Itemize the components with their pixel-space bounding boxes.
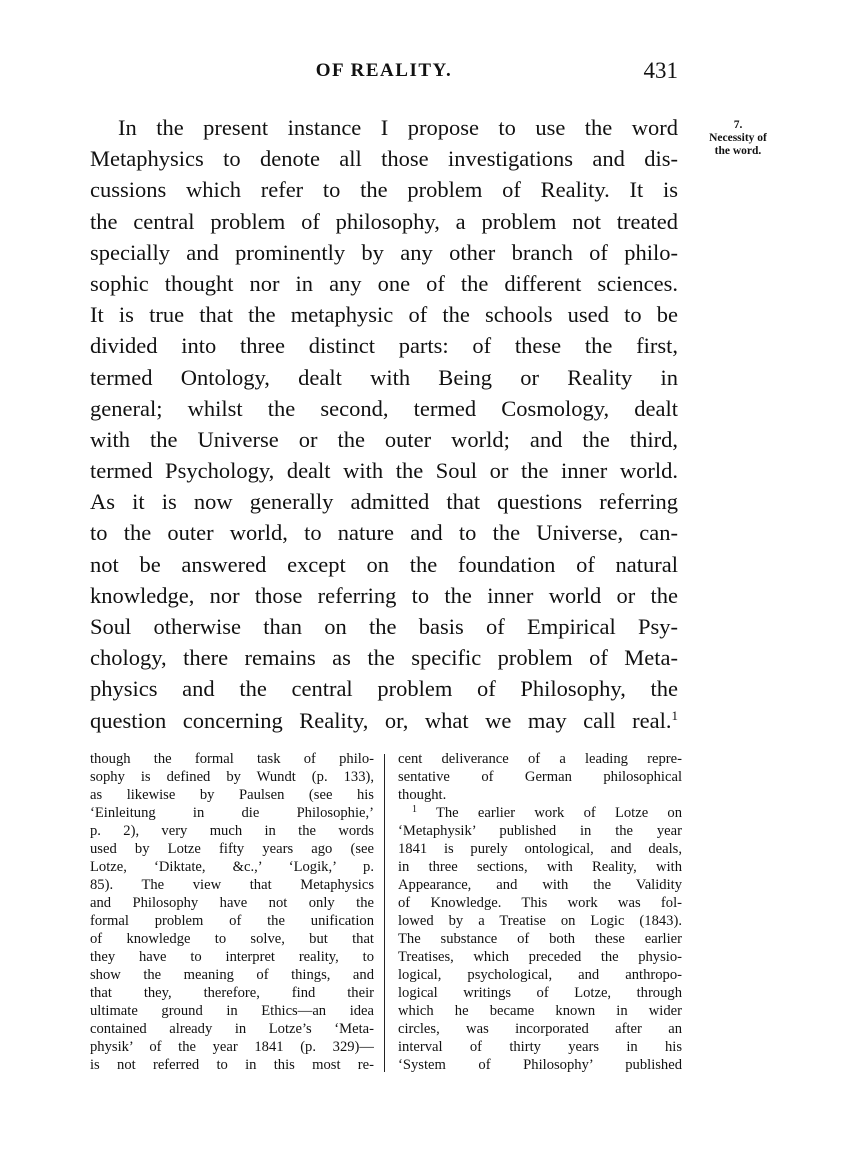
footnote-line: which he became known in wider bbox=[398, 1003, 682, 1019]
text-line: divided into three distinct parts: of these the first, bbox=[90, 333, 678, 359]
footnote-line: as likewise by Paulsen (see his bbox=[90, 787, 374, 803]
footnote-line: 85). The view that Metaphysics bbox=[90, 877, 374, 893]
footnote-marker: 1 bbox=[412, 804, 417, 815]
text-line-content: question concerning Reality, or, what we may call real. bbox=[90, 707, 672, 733]
footnote-line: is not referred to in this most re- bbox=[90, 1057, 374, 1073]
footnote-reference: 1 bbox=[671, 707, 678, 723]
footnote-line: sophy is defined by Wundt (p. 133), bbox=[90, 769, 374, 785]
running-title: OF REALITY. bbox=[315, 60, 453, 81]
footnote-column-right bbox=[398, 750, 682, 1074]
column-divider bbox=[384, 754, 385, 1072]
footnote-line: logical writings of Lotze, through bbox=[398, 985, 682, 1001]
text-line: Soul otherwise than on the basis of Empirical Psy- bbox=[90, 614, 678, 639]
footnote-line: contained already in Lotze’s ‘Meta- bbox=[90, 1021, 374, 1037]
footnote-line: ‘System of Philosophy’ published bbox=[398, 1057, 682, 1073]
footnote-1-start bbox=[398, 804, 682, 822]
footnote-line: and Philosophy have not only the bbox=[90, 895, 374, 911]
marginal-note-line: Necessity of bbox=[709, 132, 767, 144]
footnote-line: in three sections, with Reality, with bbox=[398, 859, 682, 875]
text-line: with the Universe or the outer world; and the third, bbox=[90, 426, 678, 452]
text-line: As it is now generally admitted that questions referring bbox=[90, 489, 678, 515]
text-line: physics and the central problem of Philosophy, the bbox=[90, 676, 678, 702]
footnote-line: logical, psychological, and anthropo- bbox=[398, 967, 682, 983]
footnote-line-content: The earlier work of Lotze on bbox=[435, 805, 682, 821]
text-line-last bbox=[90, 705, 678, 736]
footnote-line: Treatises, which preceded the physio- bbox=[398, 949, 682, 965]
footnote-line: of Knowledge. This work was fol- bbox=[398, 895, 682, 911]
text-line: sophic thought nor in any one of the different sciences. bbox=[90, 270, 678, 296]
text-line: the central problem of philosophy, a problem not treated bbox=[90, 208, 678, 234]
footnote-line: interval of thirty years in his bbox=[398, 1039, 682, 1055]
footnote-line: cent deliverance of a leading repre- bbox=[398, 751, 682, 767]
footnotes bbox=[90, 750, 680, 1080]
footnote-line: that they, therefore, find their bbox=[90, 985, 374, 1001]
footnote-line: Appearance, and with the Validity bbox=[398, 877, 682, 893]
marginal-note-line: 7. bbox=[733, 119, 743, 131]
footnote-line: circles, was incorporated after an bbox=[398, 1021, 682, 1037]
text-line: to the outer world, to nature and to the Universe, can- bbox=[90, 520, 678, 546]
text-line: chology, there remains as the specific problem of Meta- bbox=[90, 645, 678, 671]
footnote-line: ‘Metaphysik’ published in the year bbox=[398, 823, 682, 839]
footnote-line: physik’ of the year 1841 (p. 329)— bbox=[90, 1039, 374, 1055]
footnote-line: p. 2), very much in the words bbox=[90, 823, 374, 839]
footnote-line: of knowledge to solve, but that bbox=[90, 931, 374, 947]
page-number: 431 bbox=[643, 58, 678, 83]
footnote-line: sentative of German philosophical bbox=[398, 769, 682, 785]
footnote-line: used by Lotze fifty years ago (see bbox=[90, 841, 374, 857]
text-line: specially and prominently by any other branch of philo- bbox=[90, 239, 678, 265]
text-line: general; whilst the second, termed Cosmology, dealt bbox=[90, 395, 678, 421]
marginal-note bbox=[688, 119, 788, 158]
footnote-line: lowed by a Treatise on Logic (1843). bbox=[398, 913, 682, 929]
text-line: termed Psychology, dealt with the Soul or the inner world. bbox=[90, 458, 678, 484]
text-line: not be answered except on the foundation of natural bbox=[90, 551, 678, 577]
running-head bbox=[90, 60, 678, 90]
footnote-line: formal problem of the unification bbox=[90, 913, 374, 929]
text-line: termed Ontology, dealt with Being or Reality in bbox=[90, 364, 678, 390]
text-line: Metaphysics to denote all those investigations and dis- bbox=[90, 146, 678, 172]
footnote-line: Lotze, ‘Diktate, &c.,’ ‘Logik,’ p. bbox=[90, 859, 374, 875]
footnote-column-left bbox=[90, 750, 374, 1074]
footnote-line: 1841 is purely ontological, and deals, bbox=[398, 841, 682, 857]
footnote-line: they have to interpret reality, to bbox=[90, 949, 374, 965]
text-line: knowledge, nor those referring to the inner world or the bbox=[90, 582, 678, 608]
main-text bbox=[90, 112, 678, 736]
text-line: cussions which refer to the problem of Reality. It is bbox=[90, 177, 678, 203]
footnote-line: though the formal task of philo- bbox=[90, 751, 374, 767]
marginal-note-line: the word. bbox=[714, 145, 762, 157]
footnote-line: ultimate ground in Ethics—an idea bbox=[90, 1003, 374, 1019]
footnote-line: ‘Einleitung in die Philosophie,’ bbox=[90, 805, 374, 821]
footnote-line: The substance of both these earlier bbox=[398, 931, 682, 947]
footnote-line: thought. bbox=[398, 787, 447, 803]
text-line: In the present instance I propose to use the word bbox=[118, 115, 678, 140]
text-line: It is true that the metaphysic of the schools used to be bbox=[90, 302, 678, 328]
footnote-line: show the meaning of things, and bbox=[90, 967, 374, 983]
